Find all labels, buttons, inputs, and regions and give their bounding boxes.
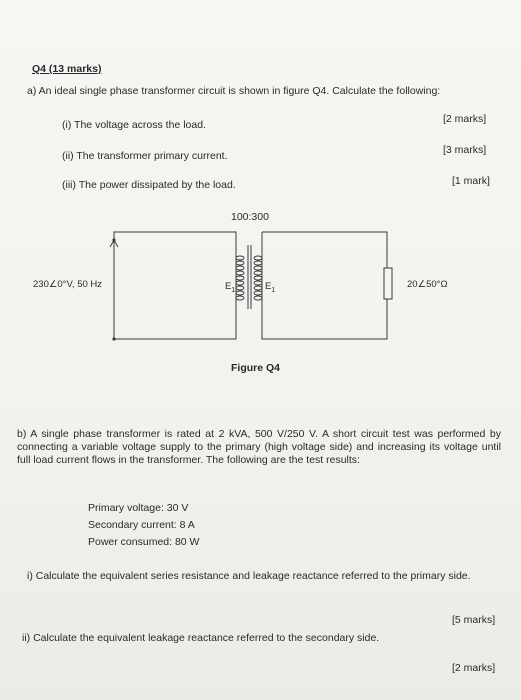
part-b-question-2-marks: [2 marks] — [452, 662, 496, 674]
test-result-primary-voltage: Primary voltage: 30 V — [88, 502, 189, 514]
turns-ratio-label: 100:300 — [231, 211, 269, 223]
source-terminal-top — [112, 238, 115, 241]
part-a-item-3-marks: [1 mark] — [452, 175, 490, 187]
e1-primary-label: $E_1$ — [225, 281, 236, 294]
part-b-paragraph: b) A single phase transformer is rated at 2 kVA, 500 V/250 V. A short circuit test was performed by connecting a variable voltage supply to the primary (high voltage side) and increasing its voltage until full load current flows in the transformer. The following are the test results: — [17, 428, 501, 466]
part-b-question-1-marks: [5 marks] — [452, 614, 496, 626]
primary-coil — [236, 256, 244, 300]
part-a-item-3: (iii) The power dissipated by the load. — [62, 179, 236, 191]
secondary-coil — [254, 256, 262, 300]
part-b-question-2: ii) Calculate the equivalent leakage reactance referred to the secondary side. — [22, 632, 380, 644]
primary-circuit-wire — [114, 232, 236, 339]
part-b-question-1: i) Calculate the equivalent series resistance and leakage reactance referred to the primary side. — [27, 570, 471, 582]
test-result-power-consumed: Power consumed: 80 W — [88, 536, 200, 548]
part-a-item-2: (ii) The transformer primary current. — [62, 150, 228, 162]
part-a-item-1: (i) The voltage across the load. — [62, 119, 206, 131]
source-terminal-bottom — [112, 337, 115, 340]
test-result-secondary-current: Secondary current: 8 A — [88, 519, 195, 531]
question-heading: Q4 (13 marks) — [32, 63, 102, 75]
load-impedance-label: 20∠50°Ω — [407, 279, 448, 290]
e1-secondary-label: $E_1$ — [265, 281, 276, 294]
figure-caption: Figure Q4 — [231, 362, 281, 374]
load-resistor — [384, 268, 392, 299]
part-a-intro: a) An ideal single phase transformer circuit is shown in figure Q4. Calculate the following: — [27, 85, 441, 97]
source-label: 230∠0°V, 50 Hz — [33, 279, 103, 290]
part-a-item-1-marks: [2 marks] — [443, 113, 487, 125]
secondary-circuit-wire — [262, 232, 387, 339]
part-a-item-2-marks: [3 marks] — [443, 144, 487, 156]
